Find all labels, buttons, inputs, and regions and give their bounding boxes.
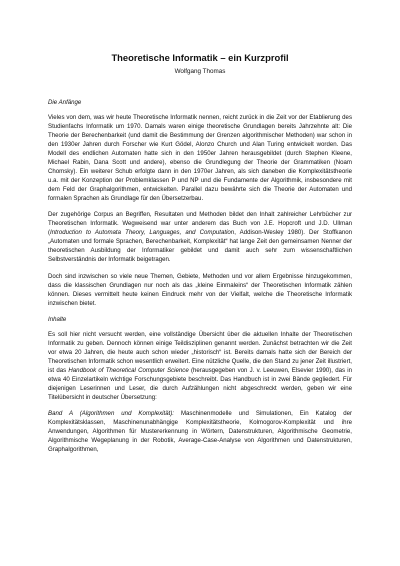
- book-title: Introduction to Automata Theory, Languages, and Computation: [50, 229, 235, 237]
- paragraph: [48, 409, 352, 454]
- document-body: [48, 98, 352, 462]
- document-title: Theoretische Informatik – ein Kurzprofil: [111, 52, 289, 63]
- paragraph: [48, 210, 352, 264]
- paragraph-text: , Addison-Wesley 1980). Der Stoffkanon „Automaten und formale Sprachen, Berechenbarkeit, Komplexität“ hat lange Zeit den gemeinsamen Nenner der theoretischen Ausbildung der Informatiker gebildet und damit auch sehr zum wissenschaftlichen Selbstverständnis der Informatik beigetragen.: [48, 229, 353, 264]
- paragraph-text: Maschinenmodelle und Simulationen, Ein Katalog der Komplexitätsklassen, Maschinenunabhängige Komplexitätstheorie, Kolmogorov-Komplexität und ihre Anwendungen, Algorithmen für Mustererkennung in Wörtern, Datenstrukturen, Algorithmische Geometrie, Algorithmische Wegeplanung in der Robotik, Average-Case-Analyse von Algorithmen und Datenstrukturen, Graphalgorithmen,: [48, 410, 352, 454]
- paragraph-text: Es soll hier nicht versucht werden, eine vollständige Übersicht über die aktuellen Inhalte der Theoretischen Informatik zu geben. Dennoch können einige Teildisziplinen genannt werden. Zunächst betrachten wir die Zeit vor etwa 20 Jahren, die heute auch schon wieder „historisch“ ist. Bereits damals hatte sich der Bereich der Theoretischen Informatik schon wesentlich erweitert. Eine nützliche Quelle, die den Stand zu jener Zeit illustriert, ist das: [48, 330, 352, 374]
- paragraph-text: (herausgegeben von J. v. Leeuwen, Elsevier 1990), das in etwa 40 Einzelartikeln wichtige Forschungsgebiete beschreibt. Das Handbuch ist in zwei Bände gegliedert. Für diejenigen Leserinnen und Leser, die durch Aufzählungen nicht abgeschreckt werden, geben wir eine Titelübersicht in deutscher Übersetzung:: [48, 366, 352, 401]
- section-heading-inhalte: Inhalte: [48, 316, 67, 324]
- band-label: Band A (Algorithmen und Komplexität):: [48, 410, 174, 418]
- paragraph: Vieles von dem, was wir heute Theoretische Informatik nennen, reicht zurück in die Zeit vor der Etablierung des Studienfachs Informatik um 1970. Damals waren einige theoretische Grundlagen bereits Jahrzehnte alt: Die Theorie der Berechenbarkeit (und damit die Bestimmung der Grenzen algorithmischer Methoden) war schon in den 1930er Jahren durch Forscher wie Kurt Gödel, Alonzo Church und Alan Turing entwickelt worden. Das Modell des endlichen Automaten hatte sich in den 1950er Jahren herausgebildet (durch Stephen Kleene, Michael Rabin, Dana Scott und andere), ebenso die Grundlegung der Theorie der Grammatiken (Noam Chomsky). Ein weiterer Schub erfolgte dann in den 1970er Jahren, als sich daneben die Komplexitätstheorie u.a. mit der Konzeption der Problemklassen P und NP und die Fundamente der Algorithmik, insbesondere mit dem Feld der Graphalgorithmen, entwickelten. Parallel dazu bewährte sich die Theorie der Automaten und formalen Sprachen als Grundlage für den Übersetzerbau.: [48, 113, 352, 202]
- paragraph-text: Der zugehörige Corpus an Begriffen, Resultaten und Methoden bildet den Inhalt zahlreicher Lehrbücher zur Theoretischen Informatik. Wegweisend war unter anderem das Buch von J.E. Hopcroft und J.D. Ullman (: [48, 211, 352, 237]
- paragraph: Doch sind inzwischen so viele neue Themen, Gebiete, Methoden und vor allem Ergebnisse hinzugekommen, dass die klassischen Grundlagen nur noch als das „kleine Einmaleins“ der Theoretischen Informatik zählen können. Dieses vermittelt heute keinen Eindruck mehr von der Vielfalt, welche die Theoretische Informatik inzwischen bietet.: [48, 272, 352, 307]
- book-title: Handbook of Theoretical Computer Science: [68, 366, 189, 374]
- paragraph: [48, 330, 352, 402]
- section-heading-anfaenge: Die Anfänge: [48, 99, 82, 106]
- author-name: Wolfgang Thomas: [174, 68, 226, 75]
